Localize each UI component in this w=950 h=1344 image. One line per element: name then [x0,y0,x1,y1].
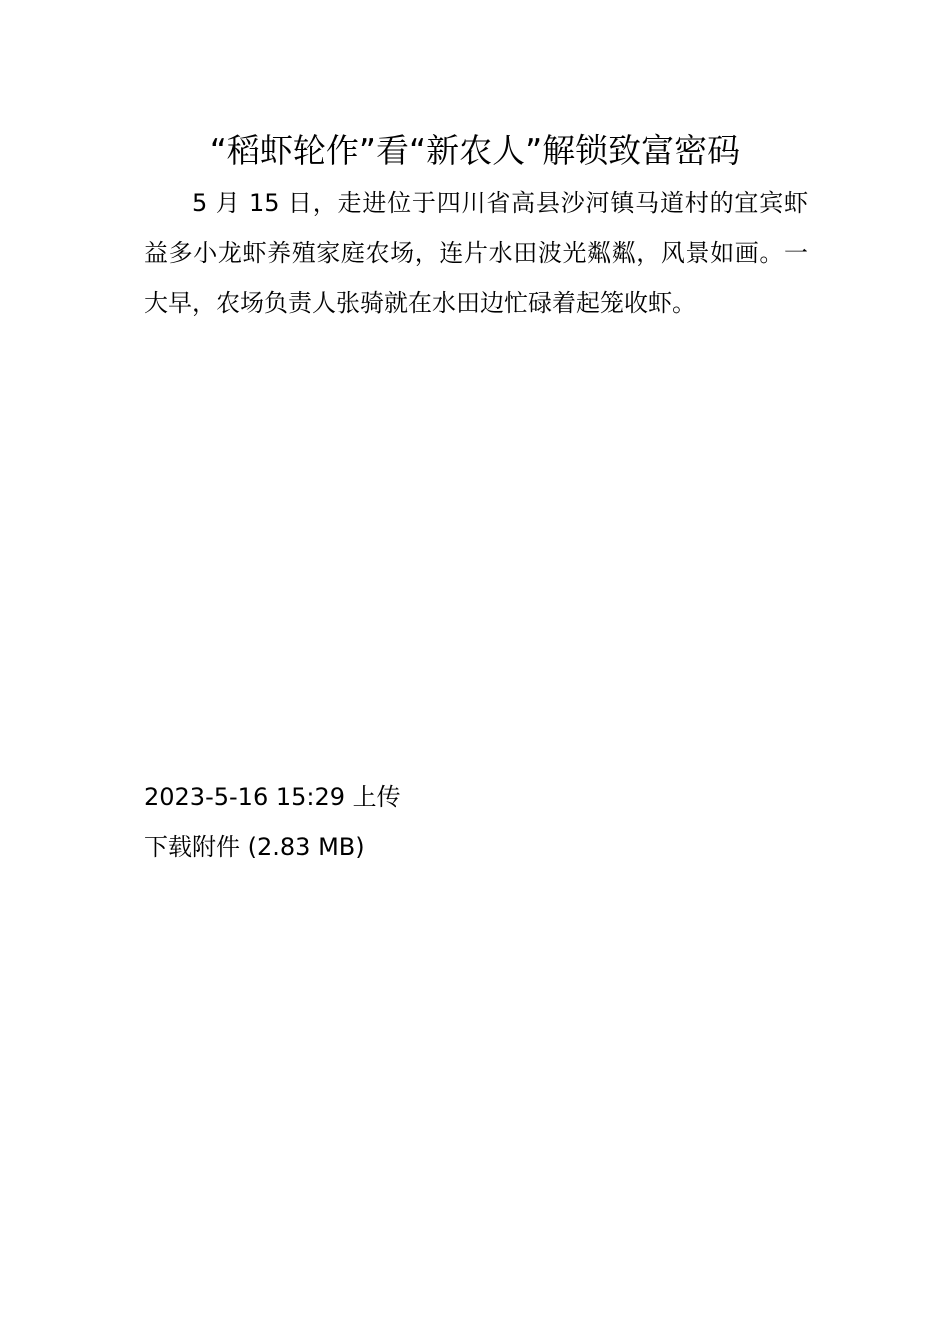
upload-info: 2023-5-16 15:29 上传 [144,783,401,811]
article-title: “稻虾轮作”看“新农人”解锁致富密码 [209,131,741,170]
download-attachment-link[interactable]: 下载附件 [144,833,240,861]
article-paragraph: 5 月 15 日，走进位于四川省高县沙河镇马道村的宜宾虾益多小龙虾养殖家庭农场，连片水田波光粼粼，风景如画。一大早，农场负责人张骑就在水田边忙碌着起笼收虾。 [144,189,808,317]
file-size: (2.83 MB) [247,833,365,861]
download-attachment-row [144,827,365,867]
